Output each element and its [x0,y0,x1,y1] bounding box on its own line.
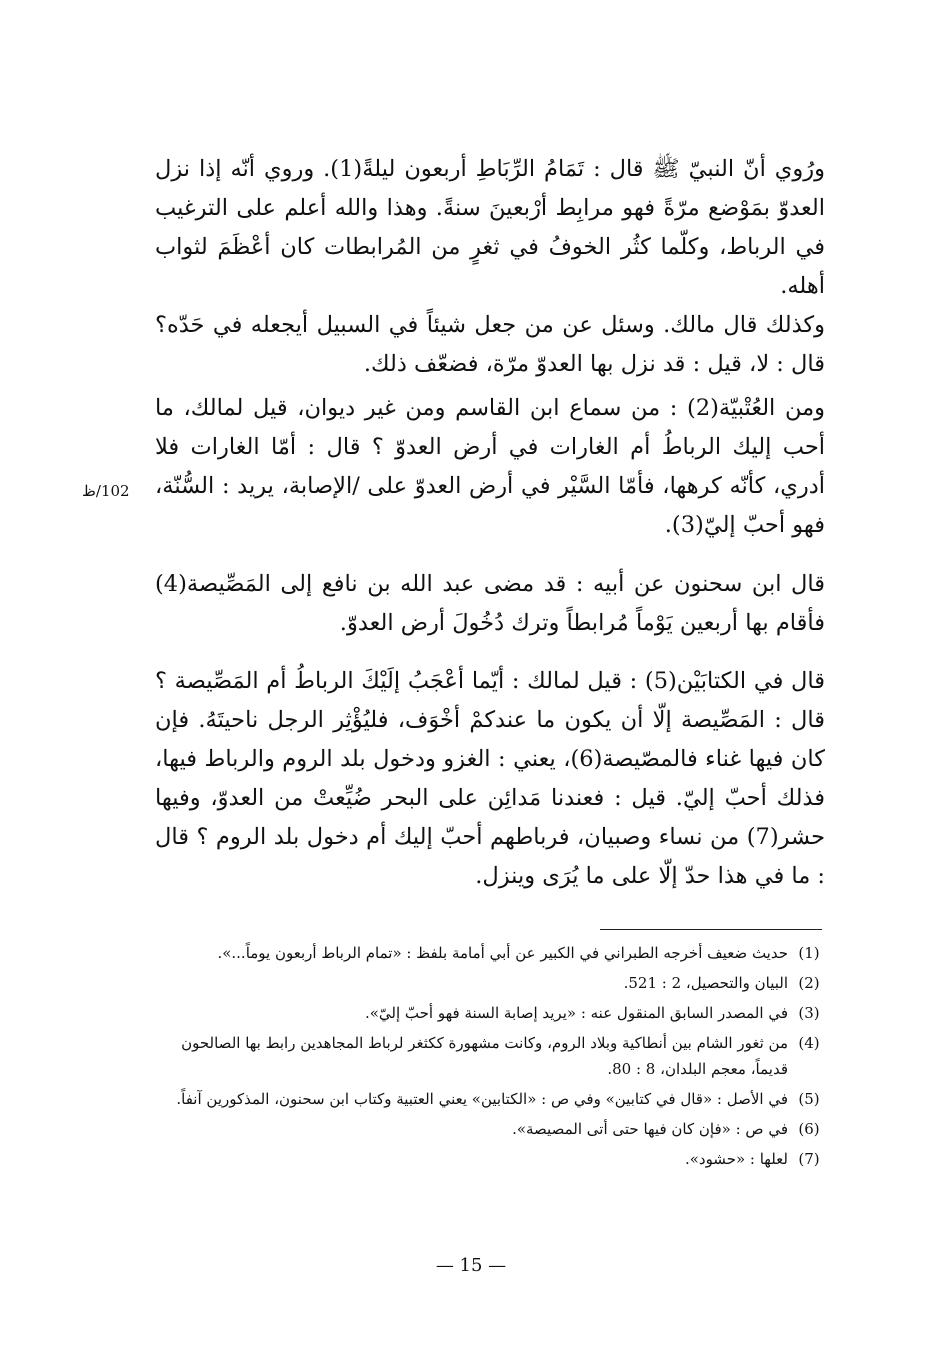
footnote-number: (4) [798,1034,820,1052]
footnote-number: (5) [798,1090,820,1108]
main-text-2 [155,306,825,384]
footnote-5 [160,1086,830,1112]
footnote-text: في المصدر السابق المنقول عنه : «يريد إصابة السنة فهو أحبّ إليّ». [364,1004,788,1022]
footnote-text: حديث ضعيف أخرجه الطبراني في الكبير عن أبي أمامة بلفظ : «تمام الرباط أربعون يوماً...». [217,944,788,962]
footnote-1 [160,940,830,966]
footnote-text: في ص : «فإن كان فيها حتى أتى المصيصة». [512,1120,788,1138]
footnote-number: (6) [798,1120,820,1138]
footnote-3 [160,1000,830,1026]
main-text-3 [155,389,825,545]
footnote-text: البيان والتحصيل، 2 : 521. [623,974,788,992]
footnote-number: (1) [798,944,820,962]
footnote-separator [600,929,822,930]
main-text-5 [155,662,825,896]
footnote-7 [160,1146,830,1172]
footnote-6 [160,1116,830,1142]
footnote-2 [160,970,830,996]
paragraph-2: وكذلك قال مالك. وسئل عن من جعل شيئاً في السبيل أيجعله في حَدّه؟ قال : لا، قيل : قد نزل بها العدوّ مرّة، فضعّف ذلك. [155,312,825,377]
footnote-text: في الأصل : «قال في كتابين» وفي ص : «الكتابين» يعني العتبية وكتاب ابن سحنون، المذكورين آنفاً. [176,1090,788,1108]
paragraph-4: قال ابن سحنون عن أبيه : قد مضى عبد الله بن نافع إلى المَصِّيصة(4) فأقام بها أربعين يَوْماً مُرابطاً وترك دُخُولَ أرض العدوّ. [155,571,825,636]
paragraph-1: ورُوي أنّ النبيّ ﷺ قال : تَمَامُ الرِّبَاطِ أربعون ليلةً(1). وروي أنّه إذا نزل العدوّ بمَوْضع مرّةً فهو مرابِط أرْبعينَ سنةً. وهذا والله أعلم على الترغيب في الرباط، وكلّما كثُر الخوفُ في ثغرٍ من المُرابطات كان أعْظَمَ لثواب أهله. [155,156,825,299]
page-number: — 15 — [435,1255,507,1276]
footnote-text: لعلها : «حشود». [684,1150,788,1168]
manuscript-folio-note: 102/ظ [82,482,130,500]
main-text-4 [155,565,825,643]
footnote-number: (7) [798,1150,820,1168]
footnote-number: (2) [798,974,820,992]
footnotes [160,940,830,1176]
footnote-number: (3) [798,1004,820,1022]
footnote-4 [160,1030,830,1082]
paragraph-5: قال في الكتابَيْن(5) : قيل لمالك : أيّما أعْجَبُ إلَيْكَ الرباطُ أم المَصِّيصة ؟ قال : المَصِّيصة إلّا أن يكون ما عندكمْ أخْوَف، فليُؤْثِر الرجل ناحيتَهُ. فإن كان فيها غناء فالمصّيصة(6)، يعني : الغزو ودخول بلد الروم والرباط فيها، فذلك أحبّ إليّ. قيل : فعندنا مَدائِن على البحر ضُيِّعتْ من العدوّ، وفيها حشر(7) من نساء وصبيان، فرباطهم أحبّ إليك أم دخول بلد الروم ؟ قال : ما في هذا حدّ إلّا على ما يُرَى وينزل. [155,668,825,889]
paragraph-3: ومن العُتْبيّة(2) : من سماع ابن القاسم ومن غير ديوان، قيل لمالك، ما أحب إليك الرباطُ أم الغارات في أرض العدوّ ؟ قال : أمّا الغارات فلا أدري، كأنّه كرهها، فأمّا السَّيْر في أرض العدوّ على /الإصابة، يريد : السُّنّة، فهو أحبّ إليّ(3). [155,395,825,538]
footnote-text: من ثغور الشام بين أنطاكية وبلاد الروم، وكانت مشهورة ككثغر لرباط المجاهدين رابط بها الصالحون قديماً، معجم البلدان، 8 : 80. [181,1034,788,1078]
main-text [155,150,825,306]
